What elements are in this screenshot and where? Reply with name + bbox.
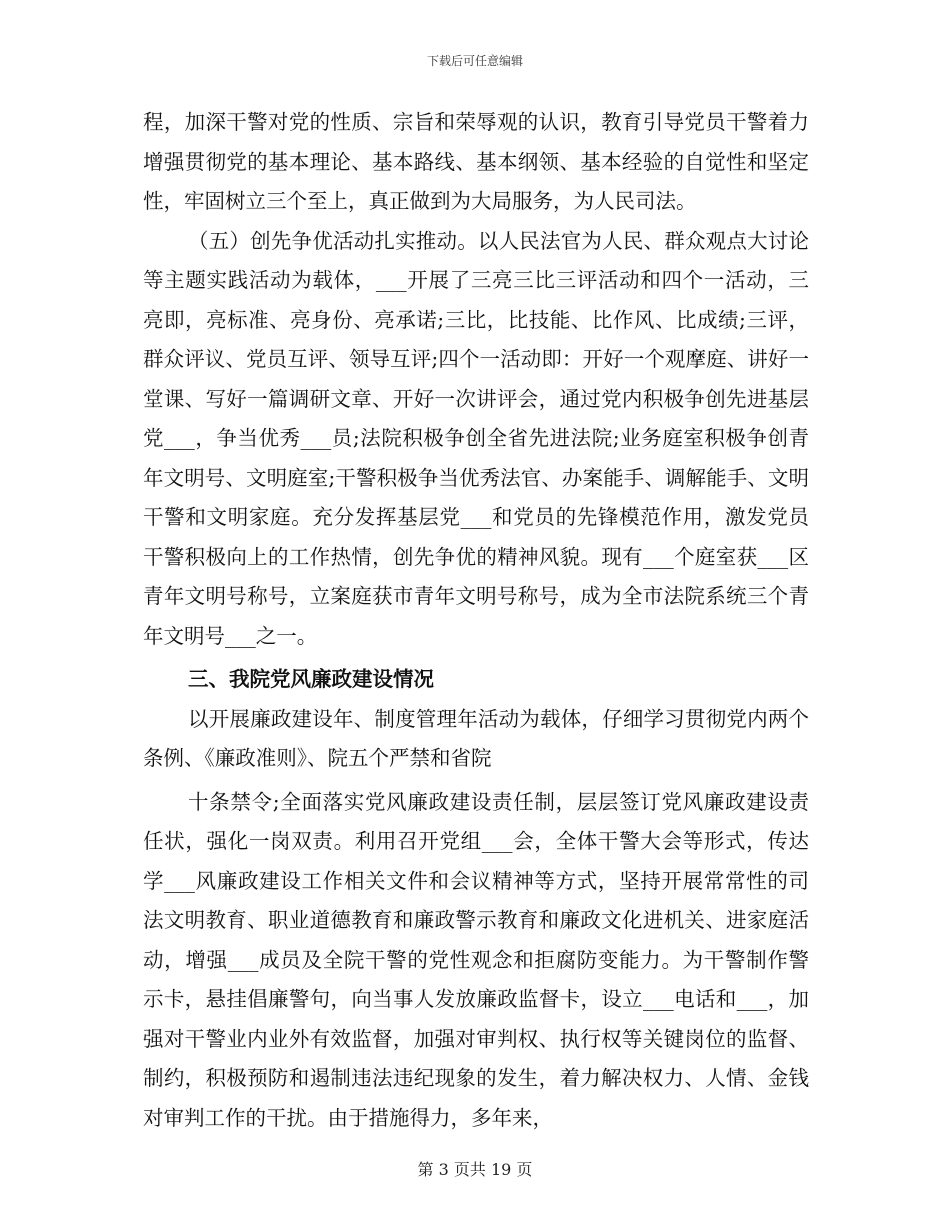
paragraph-integrity-intro: 以开展廉政建设年、制度管理年活动为载体，仔细学习贯彻党内两个条例、《廉政准则》、院五个严禁和省院 [143,706,809,770]
paragraph-section-five: （五）创先争优活动扎实推动。以人民法官为人民、群众观点大讨论等主题实践活动为载体，___开展了三亮三比三评活动和四个一活动，三亮即，亮标准、亮身份、亮承诺;三比，比技能、比作风、比成绩;三评，群众评议、党员互评、领导互评;四个一活动即：开好一个观摩庭、讲好一堂课、写好一篇调研文章、开好一次讲评会，通过党内积极争创先进基层党___，争当优秀___员;法院积极争创全省先进法院;业务庭室积极争创青年文明号、文明庭室;干警积极争当优秀法官、办案能手、调解能手、文明干警和文明家庭。充分发挥基层党___和党员的先锋模范作用，激发党员干警积极向上的工作热情，创先争优的精神风貌。现有___个庭室获___区青年文明号称号，立案庭获市青年文明号称号，成为全市法院系统三个青年文明号___之一。 [143,228,809,648]
page-number: 第 3 页共 19 页 [417,1160,533,1179]
paragraph-integrity-measures: 十条禁令;全面落实党风廉政建设责任制，层层签订党风廉政建设责任状，强化一岗双责。利用召开党组___会，全体干警大会等形式，传达学___风廉政建设工作相关文件和会议精神等方式，坚持开展常常性的司法文明教育、职业道德教育和廉政警示教育和廉政文化进机关、进家庭活动，增强___成员及全院干警的党性观念和拒腐防变能力。为干警制作警示卡，悬挂倡廉警句，向当事人发放廉政监督卡，设立___电话和___，加强对干警业内业外有效监督，加强对审判权、执行权等关键岗位的监督、制约，积极预防和遏制违法违纪现象的发生，着力解决权力、人情、金钱对审判工作的干扰。由于措施得力，多年来， [143,789,809,1130]
paragraph-continuation: 程，加深干警对党的性质、宗旨和荣辱观的认识，教育引导党员干警着力增强贯彻党的基本理论、基本路线、基本纲领、基本经验的自觉性和坚定性，牢固树立三个至上，真正做到为大局服务，为人民司法。 [143,110,809,213]
document-body [143,103,809,1138]
page-header: 下载后可任意编辑 [426,54,523,68]
section-heading: 三、我院党风廉政建设情况 [188,667,434,691]
